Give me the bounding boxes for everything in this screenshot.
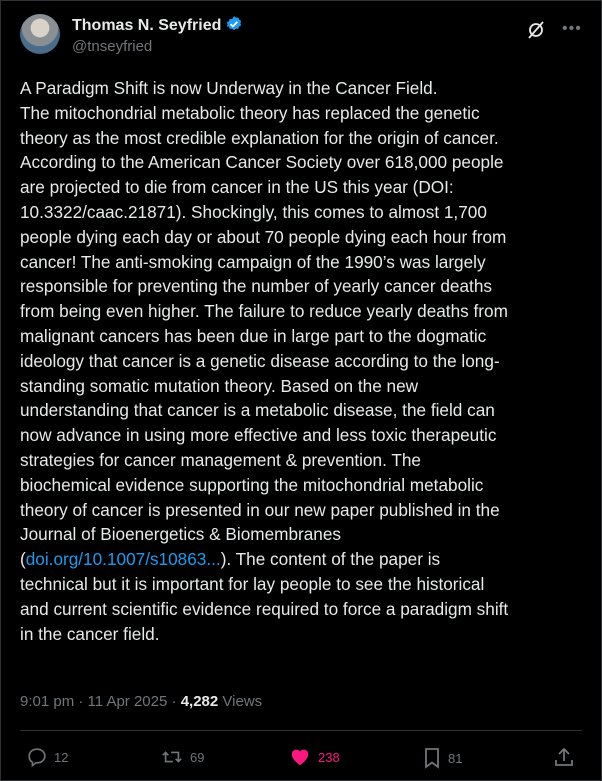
author-name-row[interactable] [72, 15, 243, 38]
like-count: 238 [318, 749, 340, 765]
separator: · [78, 693, 84, 710]
tweet-text-line: A Paradigm Shift is now Underway in the Cancer Field. [20, 78, 438, 98]
views-label: Views [222, 693, 263, 710]
tweet-text [20, 76, 508, 646]
tweet-text-line: Journal of Bioenergetics & Biomembranes [20, 524, 341, 545]
avatar[interactable] [20, 14, 60, 54]
tweet-time[interactable]: 9:01 pm [20, 693, 75, 710]
reply-count: 12 [54, 749, 69, 765]
bookmark-count: 81 [448, 750, 463, 766]
grok-icon[interactable] [526, 20, 546, 45]
tweet-text-line: responsible for preventing the number of yearly cancer deaths [20, 276, 492, 297]
tweet-date[interactable]: 11 Apr 2025 [87, 693, 168, 710]
tweet-text-line: malignant cancers has been due in large part to the dogmatic [20, 325, 487, 346]
tweet-text-line: people dying each day or about 70 people dying each hour from [20, 226, 507, 247]
views-count: 4,282 [180, 693, 219, 710]
tweet-text-line: The mitochondrial metabolic theory has replaced the genetic [20, 102, 480, 123]
author-handle[interactable]: @tnseyfried [72, 38, 153, 55]
tweet-text-line: understanding that cancer is a metabolic disease, the field can [20, 400, 495, 421]
bookmark-icon [422, 746, 442, 770]
tweet-text-line: from being even higher. The failure to reduce yearly deaths from [20, 301, 508, 322]
tweet-text-line: standing somatic mutation theory. Based on the new [20, 375, 419, 396]
tweet-meta [20, 693, 262, 710]
author-name[interactable]: Thomas N. Seyfried [72, 17, 222, 34]
bookmark-button[interactable] [422, 746, 462, 770]
more-icon[interactable]: ••• [562, 20, 582, 37]
paren-open: ( [20, 549, 26, 570]
separator: · [171, 693, 177, 710]
reply-icon [26, 746, 48, 768]
tweet-text-line: in the cancer field. [20, 623, 160, 644]
like-button[interactable] [288, 746, 340, 768]
tweet-text-line: now advance in using more effective and less toxic therapeutic [20, 425, 497, 446]
tweet-text-line: cancer! The anti-smoking campaign of the 1990’s was largely [20, 251, 486, 272]
text-after-link: ). The content of the paper is [220, 549, 441, 570]
reply-button[interactable] [26, 746, 68, 768]
share-icon [554, 746, 574, 768]
doi-link[interactable]: doi.org/10.1007/s10863... [25, 549, 221, 570]
tweet-text-line: theory of cancer is presented in our new paper published in the [20, 499, 500, 520]
repost-count: 69 [190, 749, 205, 765]
repost-button[interactable] [160, 746, 204, 768]
tweet-text-line: theory as the most credible explanation for the origin of cancer. [20, 127, 499, 148]
verified-badge-icon[interactable] [225, 15, 243, 38]
tweet-text-line: ideology that cancer is a genetic disease according to the long- [20, 350, 500, 371]
share-button[interactable] [554, 746, 574, 768]
divider [20, 730, 582, 731]
tweet-text-line: are projected to die from cancer in the US this year (DOI: [20, 177, 454, 198]
tweet-text-line: According to the American Cancer Society over 618,000 people [20, 152, 504, 173]
tweet-text-line: technical but it is important for lay people to see the historical [20, 573, 485, 594]
action-bar [20, 744, 582, 774]
heart-icon [288, 746, 312, 768]
tweet-text-line: 10.3322/caac.21871). Shockingly, this comes to almost 1,700 [20, 201, 487, 222]
repost-icon [160, 746, 184, 768]
tweet-text-line: biochemical evidence supporting the mitochondrial metabolic [20, 474, 484, 495]
tweet-text-line: and current scientific evidence required to force a paradigm shift [20, 598, 509, 619]
tweet-text-line: strategies for cancer management & prevention. The [20, 449, 421, 470]
tweet-text-line [20, 547, 508, 572]
